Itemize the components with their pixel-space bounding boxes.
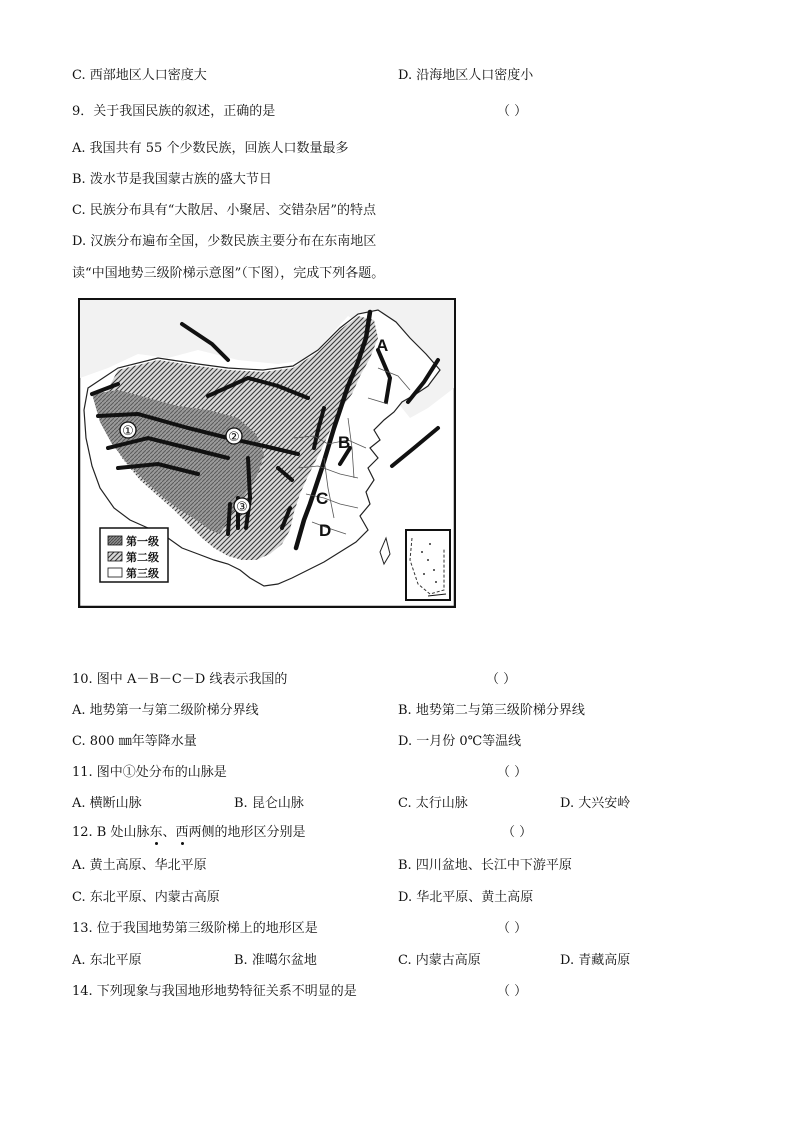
question-9-stem: 9．关于我国民族的叙述，正确的是 bbox=[72, 104, 276, 119]
question-9-option-c: C. 民族分布具有“大散居、小聚居、交错杂居”的特点 bbox=[72, 203, 377, 218]
legend-swatch-third bbox=[108, 568, 122, 577]
legend-swatch-first bbox=[108, 536, 122, 545]
question-12-emphasis-west: 西 bbox=[175, 825, 189, 840]
question-12-option-a: A. 黄土高原、华北平原 bbox=[72, 858, 207, 873]
map-label-b: B bbox=[338, 433, 351, 452]
terrain-map-figure bbox=[78, 298, 456, 608]
question-14-answer-paren: （ ） bbox=[497, 984, 528, 999]
question-13-option-d: D. 青藏高原 bbox=[560, 953, 631, 968]
legend-swatch-second bbox=[108, 552, 122, 561]
question-13-option-c: C. 内蒙古高原 bbox=[398, 953, 481, 968]
question-12-stem-mid: 、 bbox=[162, 825, 176, 840]
marker-1 bbox=[120, 422, 136, 439]
question-12-option-d: D. 华北平原、黄土高原 bbox=[398, 890, 534, 905]
map-label-1: ① bbox=[122, 424, 134, 439]
question-10-option-b: B. 地势第二与第三级阶梯分界线 bbox=[398, 703, 585, 718]
question-13-answer-paren: （ ） bbox=[497, 921, 528, 936]
question-11-option-a: A. 横断山脉 bbox=[72, 796, 142, 811]
marker-2 bbox=[226, 428, 242, 445]
map-legend bbox=[100, 528, 168, 582]
question-12-option-c: C. 东北平原、内蒙古高原 bbox=[72, 890, 220, 905]
question-11-option-b: B. 昆仑山脉 bbox=[234, 796, 304, 811]
question-10-option-c: C. 800 ㎜年等降水量 bbox=[72, 734, 197, 749]
question-10-answer-paren: （ ） bbox=[486, 672, 517, 687]
figure-intro: 读“中国地势三级阶梯示意图”（下图），完成下列各题。 bbox=[72, 266, 385, 281]
legend-third-step: 第三级 bbox=[126, 567, 159, 580]
option-c: C. 西部地区人口密度大 bbox=[72, 68, 207, 83]
map-label-2: ② bbox=[228, 430, 240, 445]
question-10-option-d: D. 一月份 0℃等温线 bbox=[398, 734, 522, 749]
question-9-option-a: A. 我国共有 55 个少数民族，回族人口数量最多 bbox=[72, 141, 349, 156]
question-9-answer-paren: （ ） bbox=[497, 104, 528, 119]
question-12-stem bbox=[72, 825, 306, 841]
question-13-option-a: A. 东北平原 bbox=[72, 953, 142, 968]
question-12-answer-paren: （ ） bbox=[502, 825, 533, 840]
question-13-option-b: B. 准噶尔盆地 bbox=[234, 953, 317, 968]
question-11-option-c: C. 太行山脉 bbox=[398, 796, 468, 811]
question-10-option-a: A. 地势第一与第二级阶梯分界线 bbox=[72, 703, 259, 718]
map-label-d: D bbox=[319, 521, 332, 540]
question-13-stem: 13. 位于我国地势第三级阶梯上的地形区是 bbox=[72, 921, 318, 936]
map-label-3: ③ bbox=[236, 500, 248, 515]
question-12-option-b: B. 四川盆地、长江中下游平原 bbox=[398, 858, 572, 873]
map-label-a: A bbox=[376, 336, 389, 355]
question-11-stem: 11. 图中①处分布的山脉是 bbox=[72, 765, 227, 780]
question-12-stem-prefix: 12. B 处山脉 bbox=[72, 825, 150, 840]
legend-second-step: 第二级 bbox=[126, 551, 159, 564]
question-11-answer-paren: （ ） bbox=[497, 765, 528, 780]
question-10-stem: 10. 图中 A－B－C－D 线表示我国的 bbox=[72, 672, 288, 687]
question-9-option-d: D. 汉族分布遍布全国，少数民族主要分布在东南地区 bbox=[72, 234, 377, 249]
marker-3 bbox=[234, 498, 250, 515]
question-9-option-b: B. 泼水节是我国蒙古族的盛大节日 bbox=[72, 172, 272, 187]
south-china-sea-inset bbox=[406, 530, 450, 600]
question-12-stem-suffix: 两侧的地形区分别是 bbox=[188, 825, 306, 840]
question-11-option-d: D. 大兴安岭 bbox=[560, 796, 631, 811]
question-12-emphasis-east: 东 bbox=[149, 825, 163, 840]
question-14-stem: 14. 下列现象与我国地形地势特征关系不明显的是 bbox=[72, 984, 357, 999]
option-d: D. 沿海地区人口密度小 bbox=[398, 68, 534, 83]
map-label-c: C bbox=[316, 489, 329, 508]
legend-first-step: 第一级 bbox=[126, 535, 159, 548]
